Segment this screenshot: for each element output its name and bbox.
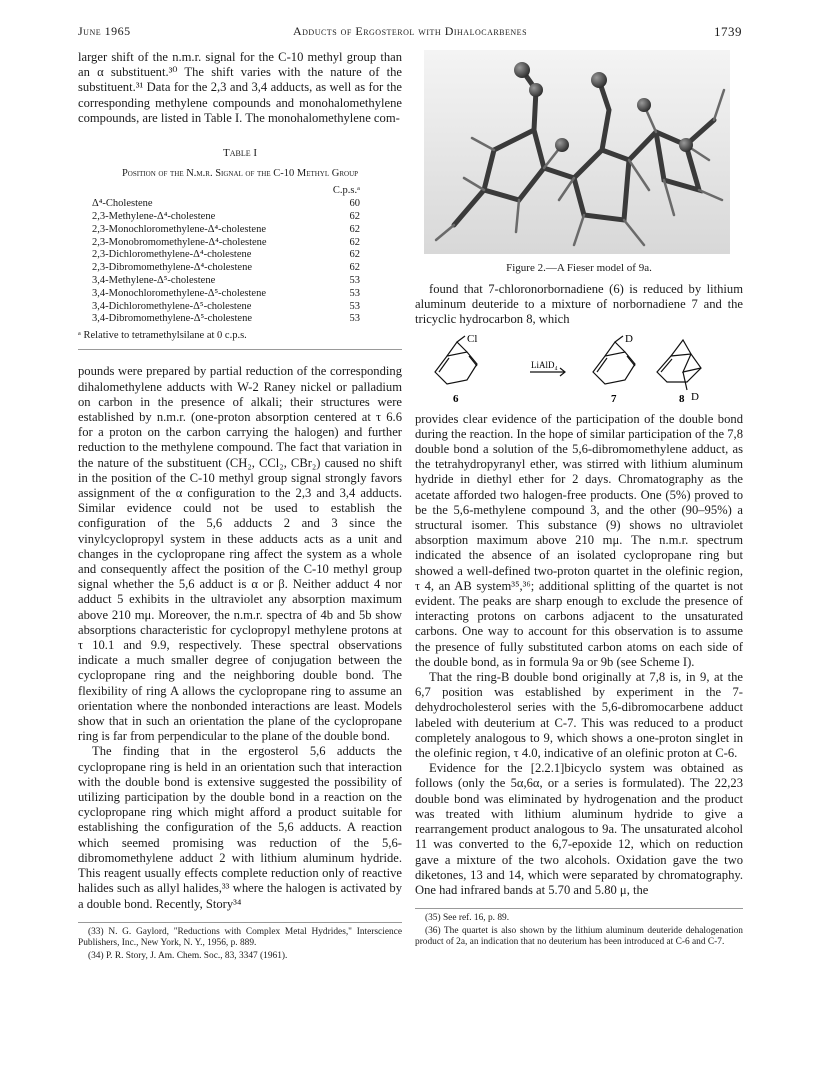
fieser-model-photo xyxy=(424,50,730,254)
row-compound: 2,3-Dichloromethylene-Δ⁴-cholestene xyxy=(92,249,252,261)
row-compound: Δ⁴-Cholestene xyxy=(92,198,153,210)
table-row xyxy=(92,301,382,314)
paragraph: The finding that in the ergosterol 5,6 adducts the cyclopropane ring is held in an orientation such that interaction with the double bond is extensive suggested the possibility of utilizing participation by the double bond in a reaction on the cyclopropane ring which might afford a product suitable for establishing the configuration of the 5,6 adducts. A reaction which seemed promising was reduction of the 5,6-dibromomethylene adduct 2 with lithium aluminum hydride. This reagent usually effects complete reduction only of reactive halides such as allyl halides,³³ where the halogen is activated by a double bond. Recently, Story³⁴ xyxy=(78,744,402,911)
footnote-33: (33) N. G. Gaylord, "Reductions with Complex Metal Hydrides," Interscience Publishers, Inc., New York, N. Y., 1956, p. 889. xyxy=(78,926,402,949)
row-value: 53 xyxy=(349,275,360,286)
model-illustration xyxy=(424,50,730,254)
footnotes xyxy=(415,908,743,949)
paragraph: provides clear evidence of the participation of the double bond during the reaction. In the hope of similar participation of the 7,8 double bond a solution of the 5,6-dibromomethylene adduct, as the tetrahydropyranyl ether, was stirred with lithium aluminum hydride in diethyl ether for 2 days. Chromatography as the acetate afforded two halogen-free products. One (5%) proved to be the 5,6-methylene compound 3, and the other (90–95%) a structural isomer. This substance (9) shows no ultraviolet absorption maximum above 210 mμ. The n.m.r. spectrum indicated the absence of an isolated cyclopropane ring but showed a well-defined two-proton quartet in the olefinic region, τ 4, an AB system³⁵,³⁶; additional splitting of the quartet is not evident. The peaks are sharp enough to exclude the presence of interacting protons on carbons adjacent to the unsaturated carbons. One way to account for this observation is to assume the presence of fully substituted carbon atoms on each side of the double bond, as in formula 9a or 9b (see Scheme I). xyxy=(415,411,743,669)
right-column xyxy=(415,282,743,950)
table-unit-header: C.p.s.ᵃ xyxy=(332,185,360,197)
footnote-36: (36) The quartet is also shown by the lithium aluminum deuteride dehalogenation product of 2a, an indication that no deuterium has been introduced at C-6 and C-7. xyxy=(415,925,743,948)
table-row xyxy=(92,249,382,262)
label-cl: Cl xyxy=(467,332,478,345)
row-value: 53 xyxy=(349,313,360,325)
left-column xyxy=(78,50,402,963)
paragraph: pounds were prepared by partial reduction of the corresponding dihalomethylene adducts with W-2 Raney nickel or palladium on carbon in the presence of alkali; their structures were established by n.m.r. (one-proton absorption centered at τ 6.6 for a proton on the carbon carrying the halogen) and further reduction to the methylene compound. The fact that variation in the nature of the substituent (CH₂, CCl₂, CBr₂) caused no shift in the position of the C-10 methyl group signal strongly favors assignment of the α configuration to the 2,3 and 3,4 adducts. Similar evidence could not be used to establish the configuration of the 5,6 adducts 2 and 3 since the vinylcyclopropyl system in these adducts acts as a unit and changes in the cyclopropane ring affect the system as a whole and consequently affect the position of the C-10 methyl group signal whether the 5,6 adduct is α or β. Neither adduct 4 nor adduct 5 exhibits in the ultraviolet any absorption maximum above 210 mμ. Moreover, the n.m.r. spectra of 4b and 5b show absorptions characteristic for cyclopropyl methylene protons at τ 10.1 and 9.9, respectively. These spectral observations indicate a much smaller degree of conjugation between the cyclopropane ring and the neighboring double bond. The flexibility of ring A allows the cyclopropane ring to assume an orientation where the nonbonded interactions are least. Models show that in such an orientation the plane of the cyclopropane ring is far from perpendicular to the plane of the double bond. xyxy=(78,364,402,744)
table-row xyxy=(92,198,382,211)
row-value: 62 xyxy=(349,236,360,248)
row-compound: 3,4-Methylene-Δ⁵-cholestene xyxy=(92,275,216,286)
table-row xyxy=(92,262,382,275)
row-value: 62 xyxy=(349,211,360,223)
paragraph: That the ring-B double bond originally at 7,8 is, in 9, at the 6,7 position was established by experiment in the 7-dehydrocholesterol series with the 5,6-dibromocarbene adduct labeled with deuterium at C-7. This was reduced to a product completely analogous to 9, which shows a one-proton singlet in the olefinic region, τ 4.0, indicative of an olefinic proton at C-6. xyxy=(415,670,743,761)
table-footnote: ᵃ Relative to tetramethylsilane at 0 c.p.s. xyxy=(78,328,402,350)
row-compound: 3,4-Monochloromethylene-Δ⁵-cholestene xyxy=(92,287,266,299)
row-value: 62 xyxy=(349,223,360,235)
footnote-35: (35) See ref. 16, p. 89. xyxy=(425,913,510,924)
row-compound: 2,3-Monobromomethylene-Δ⁴-cholestene xyxy=(92,236,267,248)
row-value: 60 xyxy=(349,198,360,210)
label-d2: D xyxy=(691,390,699,403)
row-compound: 2,3-Monochloromethylene-Δ⁴-cholestene xyxy=(92,223,266,235)
table-row xyxy=(92,275,382,288)
figure-caption: Figure 2.—A Fieser model of 9a. xyxy=(506,262,652,274)
label-7: 7 xyxy=(611,392,617,405)
table-row xyxy=(92,224,382,237)
row-compound: 3,4-Dibromomethylene-Δ⁵-cholestene xyxy=(92,313,252,325)
paragraph: Evidence for the [2.2.1]bicyclo system was obtained as follows (only the 5α,6α, or a series is formulated). The 22,23 double bond was eliminated by hydrogenation and the product was treated with lithium aluminum hydride to give a rearrangement product analogous to 9a. The unsaturated alcohol 11 was converted to the 6,7-epoxide 12, which on reduction gave a mixture of the two alcohols. Oxidation gave the two diketones, 13 and 14, which were separated by chromatography. One had infrared bands at 5.70 and 5.80 μ, the xyxy=(415,761,743,897)
row-value: 53 xyxy=(349,300,360,312)
label-reagent: LiAlD₄ xyxy=(531,359,558,370)
norbornadiene-reaction-drawing xyxy=(415,332,743,406)
table-caption: Table I xyxy=(222,147,258,160)
page-number: 1739 xyxy=(714,24,742,39)
row-value: 62 xyxy=(349,262,360,274)
row-compound: 2,3-Dibromomethylene-Δ⁴-cholestene xyxy=(92,262,252,274)
row-compound: 2,3-Methylene-Δ⁴-cholestene xyxy=(92,211,216,223)
table-row xyxy=(92,237,382,250)
table-title: Position of the N.m.r. Signal of the C-10 Methyl Group xyxy=(121,168,359,180)
table-body xyxy=(92,185,382,326)
row-compound: 3,4-Dichloromethylene-Δ⁵-cholestene xyxy=(92,300,252,312)
table-row xyxy=(92,211,382,224)
paragraph: larger shift of the n.m.r. signal for the C-10 methyl group than an α substituent.³⁰ The shift varies with the nature of the substituent.³¹ Data for the 2,3 and 3,4 adducts, as well as for the corresponding methylene compounds and monohalomethylene compounds, are listed in Table I. The monohalomethylene com- xyxy=(78,50,402,125)
footnotes xyxy=(78,922,402,963)
label-8: 8 xyxy=(679,392,685,405)
row-value: 53 xyxy=(349,287,360,299)
paragraph: found that 7-chloronorbornadiene (6) is reduced by lithium aluminum deuteride to a mixture of norbornadiene 7 and the tricyclic hydrocarbon 8, which xyxy=(415,282,743,327)
row-value: 62 xyxy=(349,249,360,261)
table-1 xyxy=(78,146,402,350)
table-row xyxy=(92,313,382,326)
reaction-scheme xyxy=(415,332,743,406)
footnote-34: (34) P. R. Story, J. Am. Chem. Soc., 83, 3347 (1961). xyxy=(88,950,288,961)
label-d1: D xyxy=(625,332,633,345)
label-6: 6 xyxy=(453,392,459,405)
running-date: June 1965 xyxy=(78,24,131,38)
running-title: Adducts of Ergosterol with Dihalocarbenes xyxy=(292,24,528,38)
table-row xyxy=(92,288,382,301)
